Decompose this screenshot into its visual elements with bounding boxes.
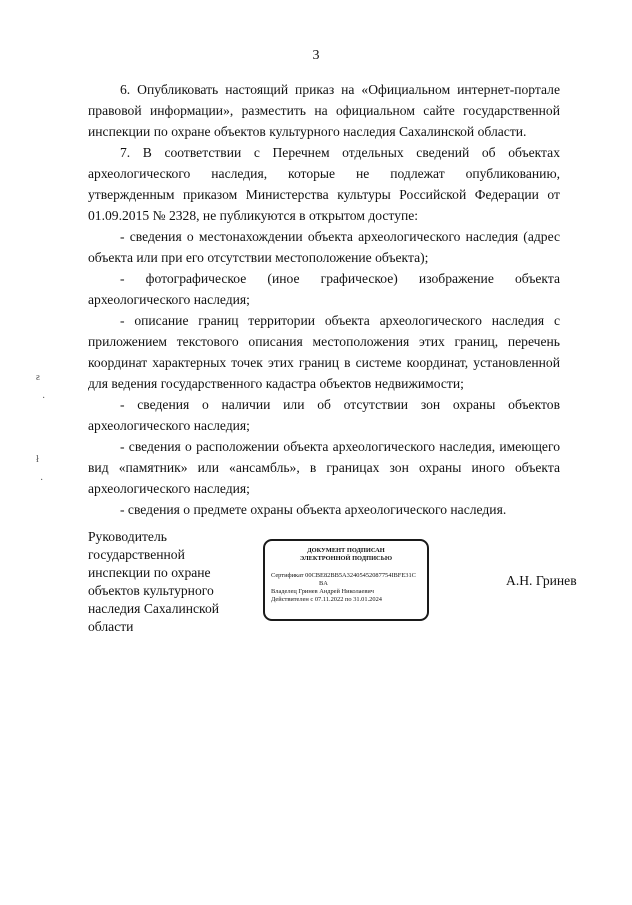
list-item-protection-zones: - сведения о наличии или об отсутствии зон охраны объектов археологического наследия; (88, 397, 560, 433)
margin-mark: ƨ (36, 372, 40, 383)
stamp-owner: Владелец Гринев Андрей Николаевич (271, 588, 374, 595)
margin-mark: ł (36, 454, 39, 465)
margin-mark: · (42, 393, 46, 404)
signer-title (88, 528, 268, 636)
stamp-header (271, 547, 421, 563)
stamp-header-line: ЭЛЕКТРОННОЙ ПОДПИСЬЮ (299, 555, 393, 562)
stamp-header-line: ДОКУМЕНТ ПОДПИСАН (307, 547, 385, 554)
signer-title-line: инспекции по охране (88, 565, 211, 580)
stamp-certificate-cont: BA (319, 580, 328, 587)
list-item-boundaries: - описание границ территории объекта археологического наследия с приложением текстового описания местоположения этих границ, перечень координат характерных точек этих границ в системе координат, установленной для ведения государственного кадастра объектов недвижимости; (88, 313, 560, 391)
signer-title-line: области (88, 619, 134, 634)
list-item-location: - сведения о местонахождении объекта археологического наследия (адрес объекта или при его отсутствии местоположение объекта); (88, 229, 560, 265)
page-number: 3 (312, 48, 320, 63)
list-item-monument-location: - сведения о расположении объекта археологического наследия, имеющего вид «памятник» или «ансамбль», в границах зон охраны иного объекта археологического наследия; (88, 439, 560, 496)
stamp-validity: Действителен с 07.11.2022 по 31.01.2024 (271, 596, 382, 603)
signer-title-line: Руководитель (88, 529, 167, 544)
stamp-certificate: Сертификат 00CBE82BB5A32405452087754IBFE31C (271, 572, 416, 579)
signer-title-line: наследия Сахалинской (88, 601, 220, 616)
signer-title-line: объектов культурного (88, 583, 214, 598)
document-body (88, 79, 560, 520)
paragraph-publication: 6. Опубликовать настоящий приказ на «Официальном интернет-портале правовой информации», разместить на официальном сайте государственной инспекции по охране объектов культурного наследия Сахалинской области. (88, 82, 560, 139)
paragraph-restricted-info: 7. В соответствии с Перечнем отдельных сведений об объектах археологического наследия, которые не подлежат опубликованию, утвержденным приказом Министерства культуры Российской Федерации от 01.09.2015 № 2328, не публикуются в открытом доступе: (88, 145, 560, 223)
electronic-signature-stamp (263, 539, 429, 621)
signer-name: А.Н. Гринев (506, 573, 577, 588)
signer-title-line: государственной (88, 547, 185, 562)
list-item-protection-subject: - сведения о предмете охраны объекта археологического наследия. (120, 502, 507, 517)
margin-mark: · (40, 475, 44, 486)
list-item-photo: - фотографическое (иное графическое) изображение объекта археологического наследия; (88, 271, 560, 307)
